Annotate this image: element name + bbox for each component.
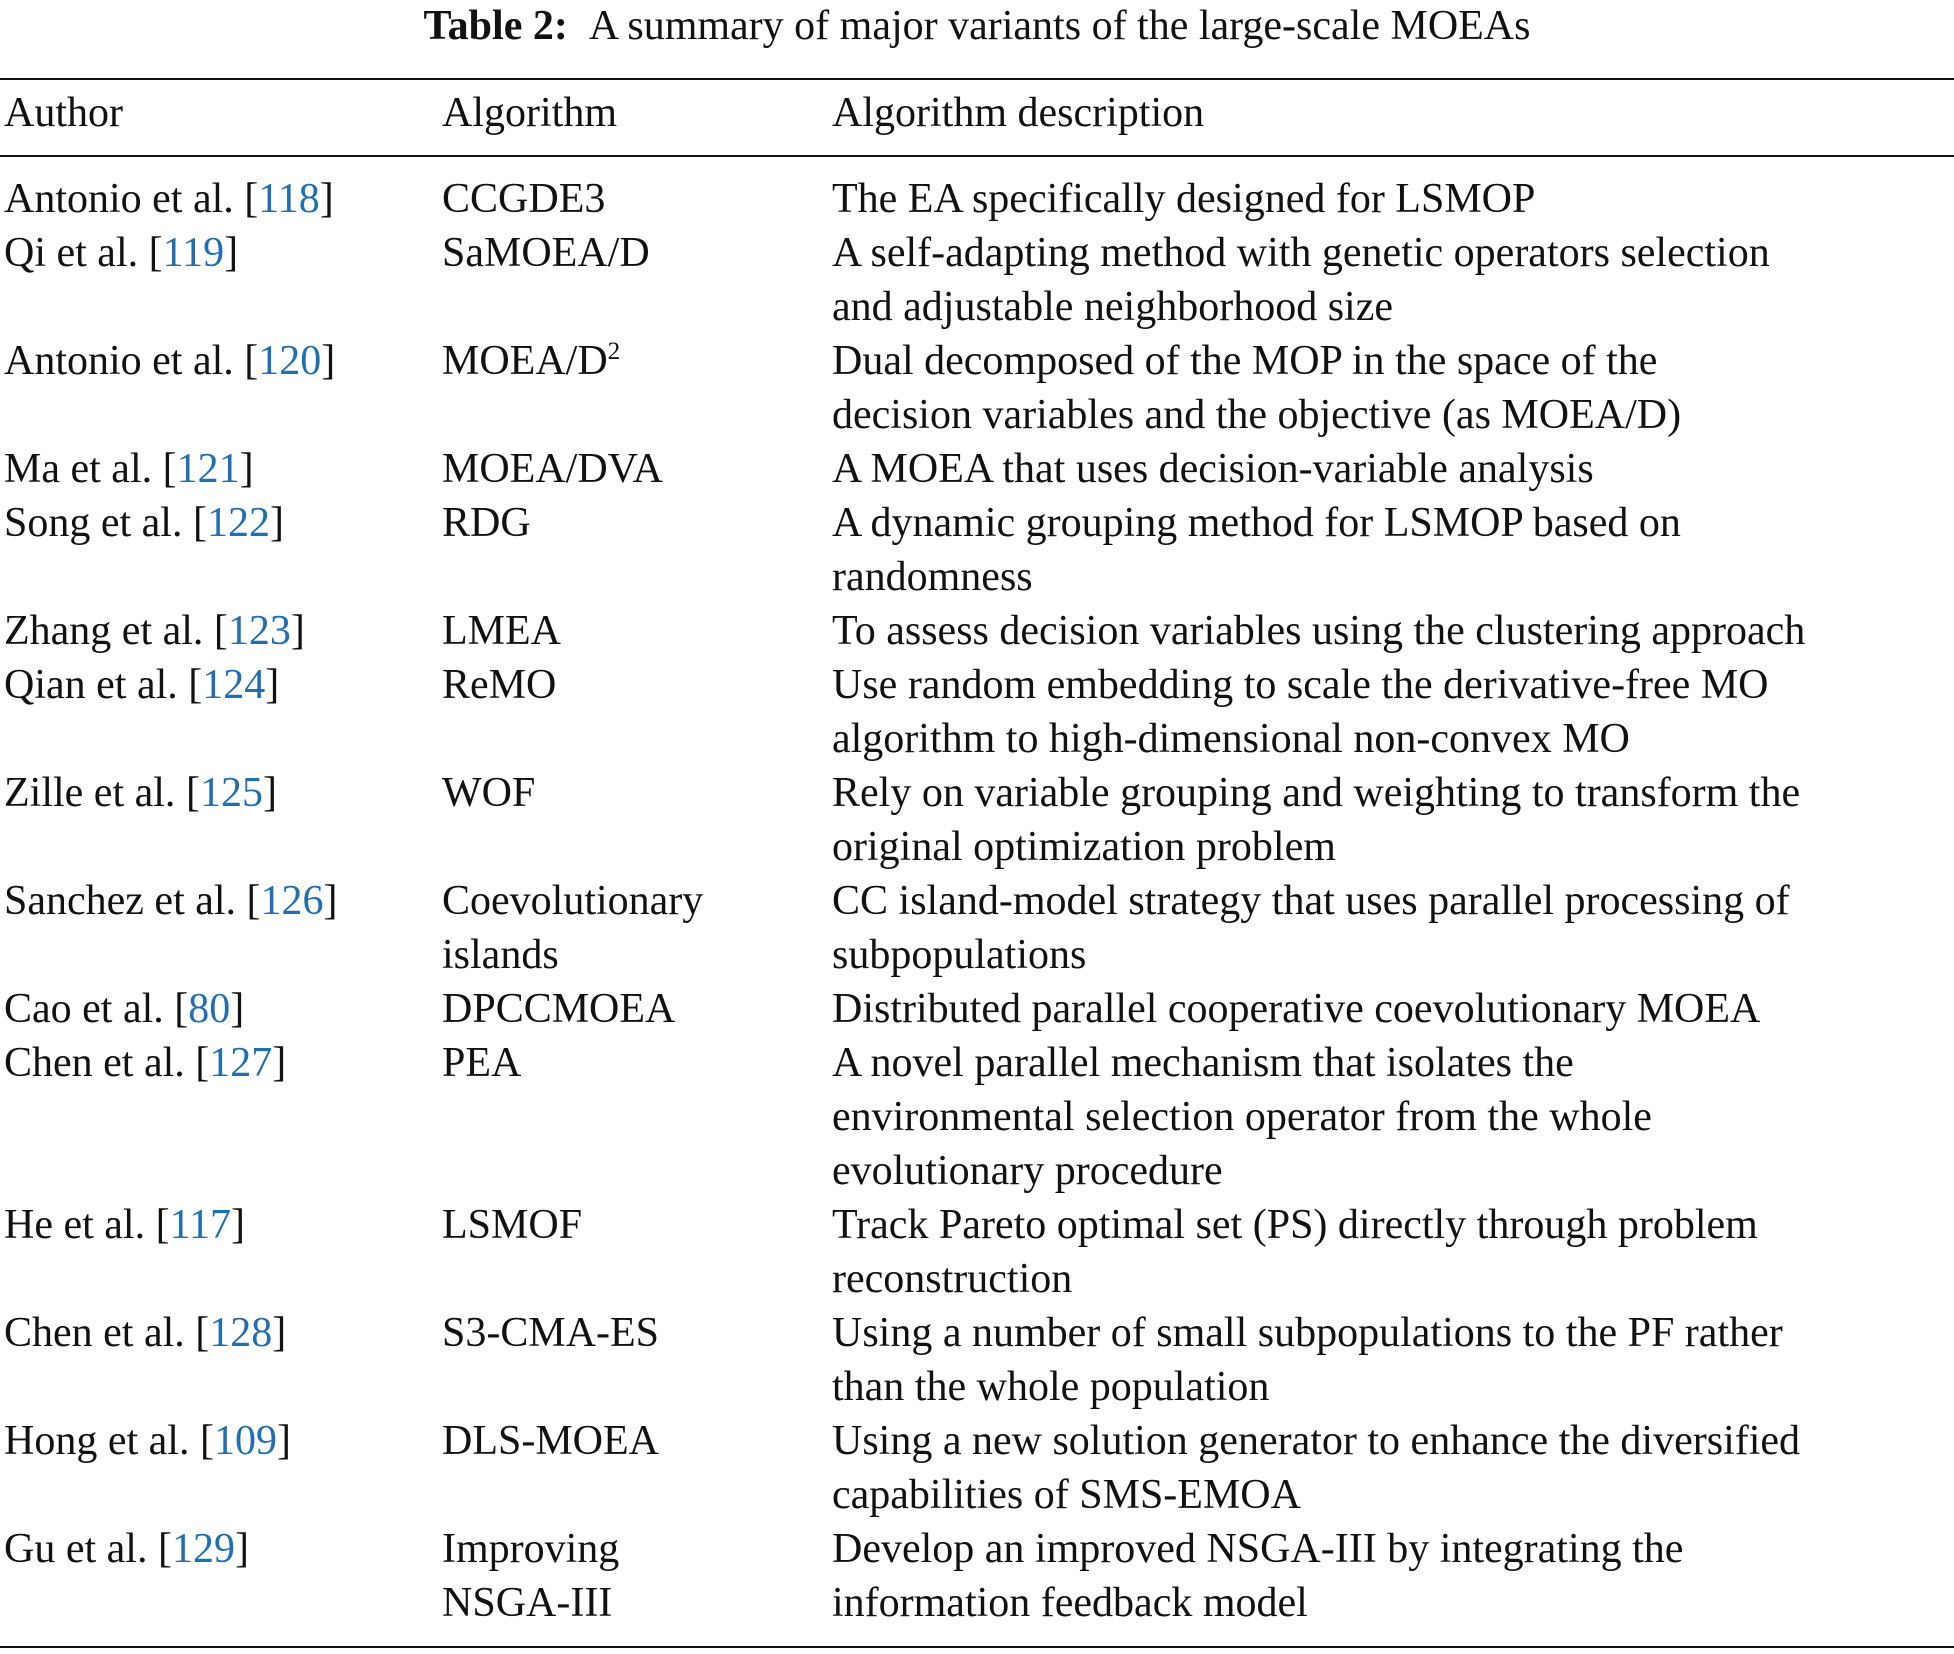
citation-link[interactable]: 121 — [176, 446, 240, 492]
algorithm-cell — [442, 226, 650, 280]
description-cell — [832, 1522, 1683, 1630]
algorithm-name-line: Coevolutionary — [442, 878, 704, 924]
algorithm-cell — [442, 1522, 619, 1630]
citation-link[interactable]: 80 — [188, 986, 231, 1032]
algorithm-cell — [442, 442, 663, 496]
description-line: Dual decomposed of the MOP in the space of the — [832, 338, 1658, 384]
description-line: Develop an improved NSGA-III by integrating the — [832, 1526, 1684, 1572]
algorithm-cell — [442, 658, 556, 712]
algorithm-cell — [442, 982, 675, 1036]
description-cell — [832, 982, 1760, 1036]
description-line: Distributed parallel cooperative coevolutionary MOEA — [832, 986, 1761, 1032]
algorithm-superscript: 2 — [607, 338, 621, 365]
algorithm-name-line: PEA — [442, 1040, 522, 1086]
citation-link[interactable]: 109 — [213, 1418, 277, 1464]
algorithm-cell — [442, 766, 535, 820]
algorithm-name-line: LSMOF — [442, 1202, 583, 1248]
author-name: Qi et al. — [4, 230, 149, 276]
author-name: Zhang et al. — [4, 608, 214, 654]
algorithm-name-line: S3-CMA-ES — [442, 1310, 660, 1356]
description-line: CC island-model strategy that uses parallel processing of — [832, 878, 1790, 924]
description-line: A MOEA that uses decision-variable analysis — [832, 446, 1594, 492]
author-cell: Qi et al. [119] — [4, 230, 239, 276]
author-name: Sanchez et al. — [4, 878, 247, 924]
description-line: Track Pareto optimal set (PS) directly through problem — [832, 1202, 1758, 1248]
description-cell — [832, 334, 1681, 442]
citation-link[interactable]: 125 — [199, 770, 263, 816]
citation-link[interactable]: 119 — [162, 230, 225, 276]
description-line: evolutionary procedure — [832, 1148, 1223, 1194]
citation-link[interactable]: 127 — [209, 1040, 273, 1086]
algorithm-name-line: RDG — [442, 500, 531, 546]
algorithm-cell — [442, 874, 703, 982]
author-cell: Zille et al. [125] — [4, 770, 277, 816]
author-cell: Qian et al. [124] — [4, 662, 280, 708]
algorithm-cell — [442, 334, 620, 388]
description-cell — [832, 226, 1770, 334]
author-name: Chen et al. — [4, 1310, 196, 1356]
algorithm-name-line: MOEA/$D^2$ — [442, 338, 621, 384]
author-cell: Zhang et al. [123] — [4, 608, 305, 654]
description-line: Using a new solution generator to enhance the diversified — [832, 1418, 1801, 1464]
citation-link[interactable]: 124 — [202, 662, 266, 708]
algorithm-cell — [442, 604, 561, 658]
author-name: He et al. — [4, 1202, 156, 1248]
author-name: Ma et al. — [4, 446, 163, 492]
description-line: algorithm to high-dimensional non-convex MO — [832, 716, 1630, 762]
description-cell — [832, 1306, 1783, 1414]
author-cell: Gu et al. [129] — [4, 1526, 249, 1572]
description-line: A self-adapting method with genetic operators selection — [832, 230, 1770, 276]
column-header-author: Author — [4, 90, 123, 136]
description-cell — [832, 496, 1681, 604]
description-line: Use random embedding to scale the derivative-free MO — [832, 662, 1769, 708]
author-name: Chen et al. — [4, 1040, 196, 1086]
description-line: randomness — [832, 554, 1033, 600]
description-line: The EA specifically designed for LSMOP — [832, 176, 1536, 222]
author-cell: He et al. [117] — [4, 1202, 246, 1248]
description-line: A novel parallel mechanism that isolates the — [832, 1040, 1574, 1086]
algorithm-name-line: NSGA-III — [442, 1580, 613, 1626]
algorithm-cell — [442, 496, 531, 550]
author-cell: Cao et al. [80] — [4, 986, 245, 1032]
description-cell — [832, 1414, 1800, 1522]
citation-link[interactable]: 120 — [258, 338, 322, 384]
table-header-rule — [0, 155, 1954, 157]
algorithm-name-line: ReMO — [442, 662, 557, 708]
description-line: Rely on variable grouping and weighting to transform the — [832, 770, 1801, 816]
description-line: capabilities of SMS-EMOA — [832, 1472, 1301, 1518]
table-caption-text: A summary of major variants of the large-scale MOEAs — [588, 3, 1531, 49]
algorithm-cell — [442, 1306, 659, 1360]
column-header-description: Algorithm description — [832, 90, 1205, 136]
description-cell — [832, 1036, 1652, 1198]
algorithm-name-line: Improving — [442, 1526, 620, 1572]
algorithm-name-line: LMEA — [442, 608, 561, 654]
author-cell: Antonio et al. [120] — [4, 338, 336, 384]
description-line: reconstruction — [832, 1256, 1073, 1302]
description-cell — [832, 874, 1790, 982]
author-name: Song et al. — [4, 500, 193, 546]
table-caption — [0, 2, 1954, 50]
description-cell — [832, 766, 1800, 874]
author-cell: Chen et al. [127] — [4, 1040, 287, 1086]
algorithm-name-line: CCGDE3 — [442, 176, 606, 222]
author-cell: Antonio et al. [118] — [4, 176, 334, 222]
description-cell — [832, 658, 1769, 766]
author-cell: Chen et al. [128] — [4, 1310, 287, 1356]
description-line: To assess decision variables using the clustering approach — [832, 608, 1806, 654]
table-bottom-rule — [0, 1646, 1954, 1648]
algorithm-cell — [442, 1414, 659, 1468]
algorithm-name-line: DLS-MOEA — [442, 1418, 659, 1464]
citation-link[interactable]: 129 — [171, 1526, 235, 1572]
description-line: A dynamic grouping method for LSMOP based on — [832, 500, 1681, 546]
author-name: Hong et al. — [4, 1418, 200, 1464]
algorithm-name-line: MOEA/DVA — [442, 446, 663, 492]
table-caption-label: Table 2: — [423, 3, 568, 49]
author-name: Gu et al. — [4, 1526, 158, 1572]
author-cell: Hong et al. [109] — [4, 1418, 291, 1464]
author-cell: Ma et al. [121] — [4, 446, 254, 492]
description-cell — [832, 604, 1805, 658]
description-line: subpopulations — [832, 932, 1087, 978]
algorithm-name-line: SaMOEA/D — [442, 230, 650, 276]
citation-link[interactable]: 128 — [209, 1310, 273, 1356]
citation-link[interactable]: 118 — [258, 176, 320, 222]
algorithm-name-line: DPCCMOEA — [442, 986, 676, 1032]
algorithm-cell — [442, 172, 605, 226]
description-line: decision variables and the objective (as MOEA/D) — [832, 392, 1682, 438]
author-cell: Sanchez et al. [126] — [4, 878, 338, 924]
author-name: Antonio et al. — [4, 176, 245, 222]
algorithm-cell — [442, 1198, 582, 1252]
column-header-algorithm: Algorithm — [442, 90, 617, 136]
description-cell — [832, 172, 1535, 226]
description-line: information feedback model — [832, 1580, 1308, 1626]
author-name: Qian et al. — [4, 662, 189, 708]
citation-link[interactable]: 117 — [169, 1202, 232, 1248]
author-name: Cao et al. — [4, 986, 175, 1032]
author-name: Zille et al. — [4, 770, 186, 816]
description-line: original optimization problem — [832, 824, 1336, 870]
table-top-rule — [0, 78, 1954, 80]
citation-link[interactable]: 123 — [227, 608, 291, 654]
description-line: than the whole population — [832, 1364, 1270, 1410]
author-cell: Song et al. [122] — [4, 500, 284, 546]
author-name: Antonio et al. — [4, 338, 245, 384]
algorithm-cell — [442, 1036, 521, 1090]
description-line: Using a number of small subpopulations to the PF rather — [832, 1310, 1783, 1356]
description-line: and adjustable neighborhood size — [832, 284, 1394, 330]
description-line: environmental selection operator from the whole — [832, 1094, 1652, 1140]
description-cell — [832, 1198, 1758, 1306]
description-cell — [832, 442, 1594, 496]
citation-link[interactable]: 122 — [206, 500, 270, 546]
algorithm-name-line: WOF — [442, 770, 536, 816]
algorithm-name-line: islands — [442, 932, 559, 978]
citation-link[interactable]: 126 — [260, 878, 324, 924]
